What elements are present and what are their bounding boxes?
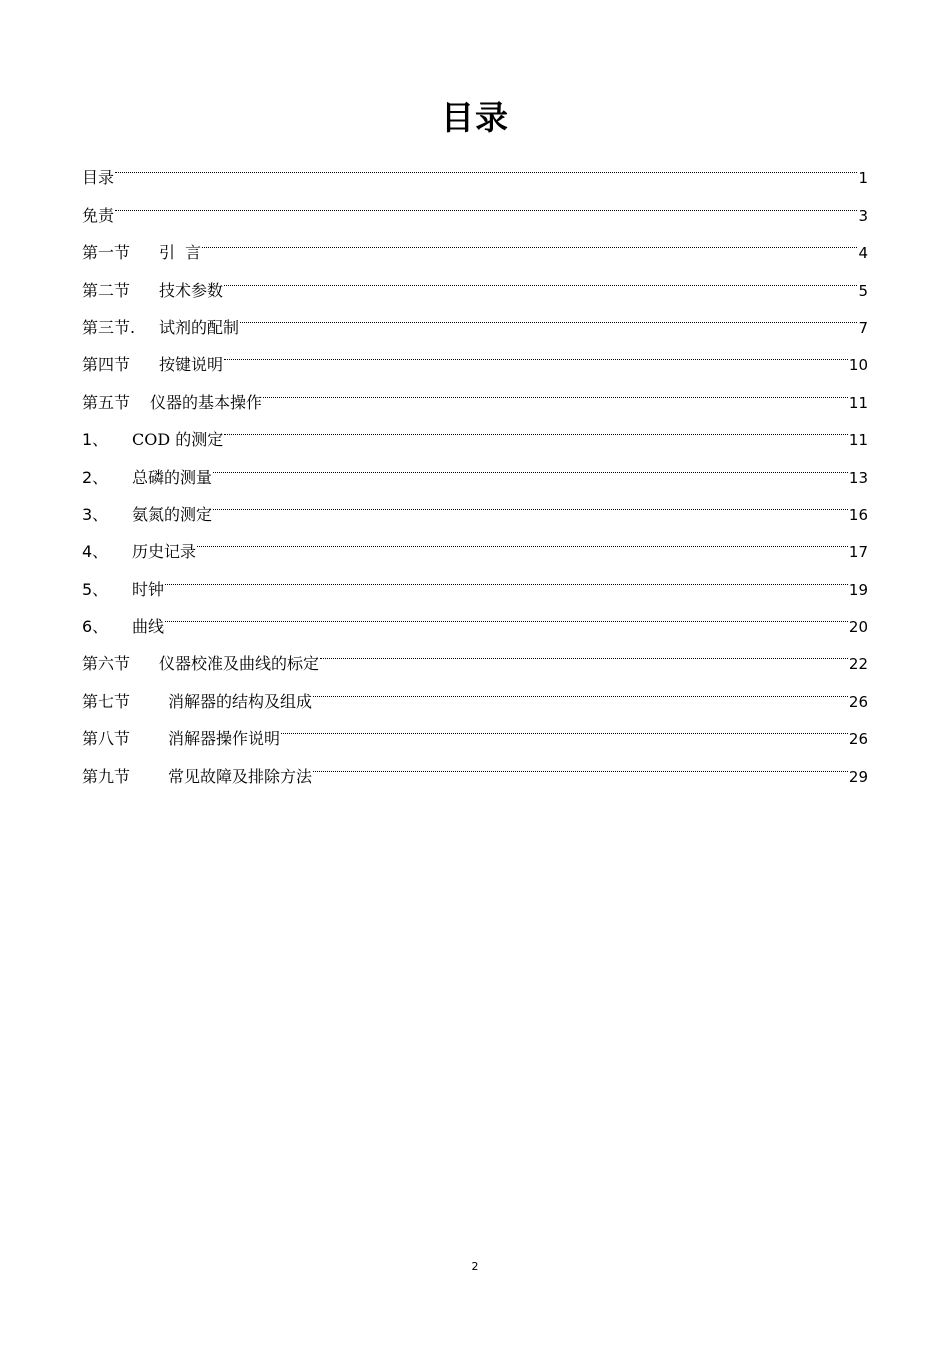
toc-entry[interactable] xyxy=(82,632,868,674)
toc-entry-number: 第七节 xyxy=(82,691,131,711)
toc-entry-heading: 按键说明 xyxy=(159,355,224,375)
toc-entry-number: 第四节 xyxy=(82,355,131,375)
toc-entry-page: 22 xyxy=(848,655,868,674)
toc-dot-leader xyxy=(313,744,848,781)
toc-dot-leader xyxy=(202,221,857,258)
toc-entry-heading: 消解器的结构及组成 xyxy=(168,691,313,711)
toc-dot-leader xyxy=(224,333,848,370)
toc-entry-heading: 总磷的测量 xyxy=(132,467,213,487)
toc-dot-leader xyxy=(213,483,848,520)
toc-entry[interactable] xyxy=(82,595,868,637)
toc-entry-page: 7 xyxy=(858,318,868,337)
toc-entry-label xyxy=(82,720,280,757)
toc-entry-number: 6、 xyxy=(82,617,109,637)
toc-entry-number: 第五节 xyxy=(82,392,131,412)
toc-entry-page: 11 xyxy=(848,431,868,450)
toc-entry-page: 29 xyxy=(848,767,868,786)
toc-entry-number: 第九节 xyxy=(82,766,131,786)
toc-title: 目录 xyxy=(441,98,509,137)
toc-entry-page: 10 xyxy=(848,356,868,375)
toc-dot-leader xyxy=(224,408,848,445)
toc-entry-heading: 试剂的配制 xyxy=(159,317,240,337)
toc-list xyxy=(82,146,868,786)
toc-dot-leader xyxy=(313,669,848,706)
toc-entry-heading: 历史记录 xyxy=(132,542,197,562)
toc-entry-number: 第六节 xyxy=(82,654,131,674)
toc-entry-heading: 消解器操作说明 xyxy=(168,729,281,749)
toc-entry-heading: 氨氮的测定 xyxy=(132,504,213,524)
toc-entry-page: 3 xyxy=(858,206,868,225)
toc-entry-page: 20 xyxy=(848,618,868,637)
toc-entry-page: 26 xyxy=(848,730,868,749)
toc-entry[interactable] xyxy=(82,557,868,599)
toc-entry-heading: 仪器的基本操作 xyxy=(150,392,263,412)
toc-entry-page: 19 xyxy=(848,580,868,599)
toc-entry[interactable] xyxy=(82,146,868,188)
toc-entry-label xyxy=(82,683,312,720)
toc-entry-heading: 曲线 xyxy=(132,617,165,637)
toc-dot-leader xyxy=(115,183,857,220)
toc-dot-leader xyxy=(320,632,848,669)
page-number: 2 xyxy=(471,1260,479,1273)
toc-dot-leader xyxy=(115,146,857,183)
toc-entry-heading: 目录 xyxy=(82,168,115,188)
toc-entry-number: 第八节 xyxy=(82,729,131,749)
toc-entry[interactable] xyxy=(82,221,868,263)
toc-entry-label xyxy=(82,159,114,196)
toc-entry-page: 5 xyxy=(858,281,868,300)
toc-entry-page: 1 xyxy=(858,169,868,188)
toc-entry-number: 第一节 xyxy=(82,243,131,263)
toc-entry-page: 13 xyxy=(848,468,868,487)
toc-dot-leader xyxy=(224,258,857,295)
toc-entry-label xyxy=(82,496,212,533)
toc-entry-heading: 引 言 xyxy=(159,243,202,263)
toc-entry-heading: COD 的测定 xyxy=(132,430,224,450)
toc-entry-number: 第三节. xyxy=(82,317,136,337)
toc-entry-label xyxy=(82,197,114,234)
toc-dot-leader xyxy=(197,520,848,557)
toc-entry-label xyxy=(82,234,201,271)
toc-dot-leader xyxy=(263,370,848,407)
toc-entry-label xyxy=(82,645,319,682)
toc-entry-label xyxy=(82,346,223,383)
toc-entry[interactable] xyxy=(82,520,868,562)
toc-entry-label xyxy=(82,459,212,496)
toc-entry-label xyxy=(82,309,239,346)
toc-entry-page: 11 xyxy=(848,393,868,412)
toc-dot-leader xyxy=(165,595,848,632)
toc-entry-number: 4、 xyxy=(82,542,109,562)
toc-entry-number: 1、 xyxy=(82,430,109,450)
toc-entry-label xyxy=(82,272,223,309)
toc-entry-heading: 仪器校准及曲线的标定 xyxy=(159,654,320,674)
toc-entry-page: 4 xyxy=(858,244,868,263)
toc-entry-heading: 免责 xyxy=(82,205,115,225)
toc-entry[interactable] xyxy=(82,183,868,225)
toc-entry-label xyxy=(82,758,312,795)
toc-entry-number: 2、 xyxy=(82,467,109,487)
toc-entry-heading: 常见故障及排除方法 xyxy=(168,766,313,786)
toc-entry-number: 3、 xyxy=(82,504,109,524)
toc-entry-heading: 技术参数 xyxy=(159,280,224,300)
toc-entry-number: 第二节 xyxy=(82,280,131,300)
toc-entry-label xyxy=(82,608,164,645)
toc-entry-page: 26 xyxy=(848,692,868,711)
toc-dot-leader xyxy=(240,296,857,333)
toc-dot-leader xyxy=(281,707,848,744)
toc-dot-leader xyxy=(165,557,848,594)
toc-entry-number: 5、 xyxy=(82,579,109,599)
toc-entry-page: 16 xyxy=(848,505,868,524)
toc-dot-leader xyxy=(213,445,848,482)
toc-entry-label xyxy=(82,421,223,458)
toc-entry-page: 17 xyxy=(848,543,868,562)
toc-entry-heading: 时钟 xyxy=(132,579,165,599)
toc-entry-label xyxy=(82,571,164,608)
